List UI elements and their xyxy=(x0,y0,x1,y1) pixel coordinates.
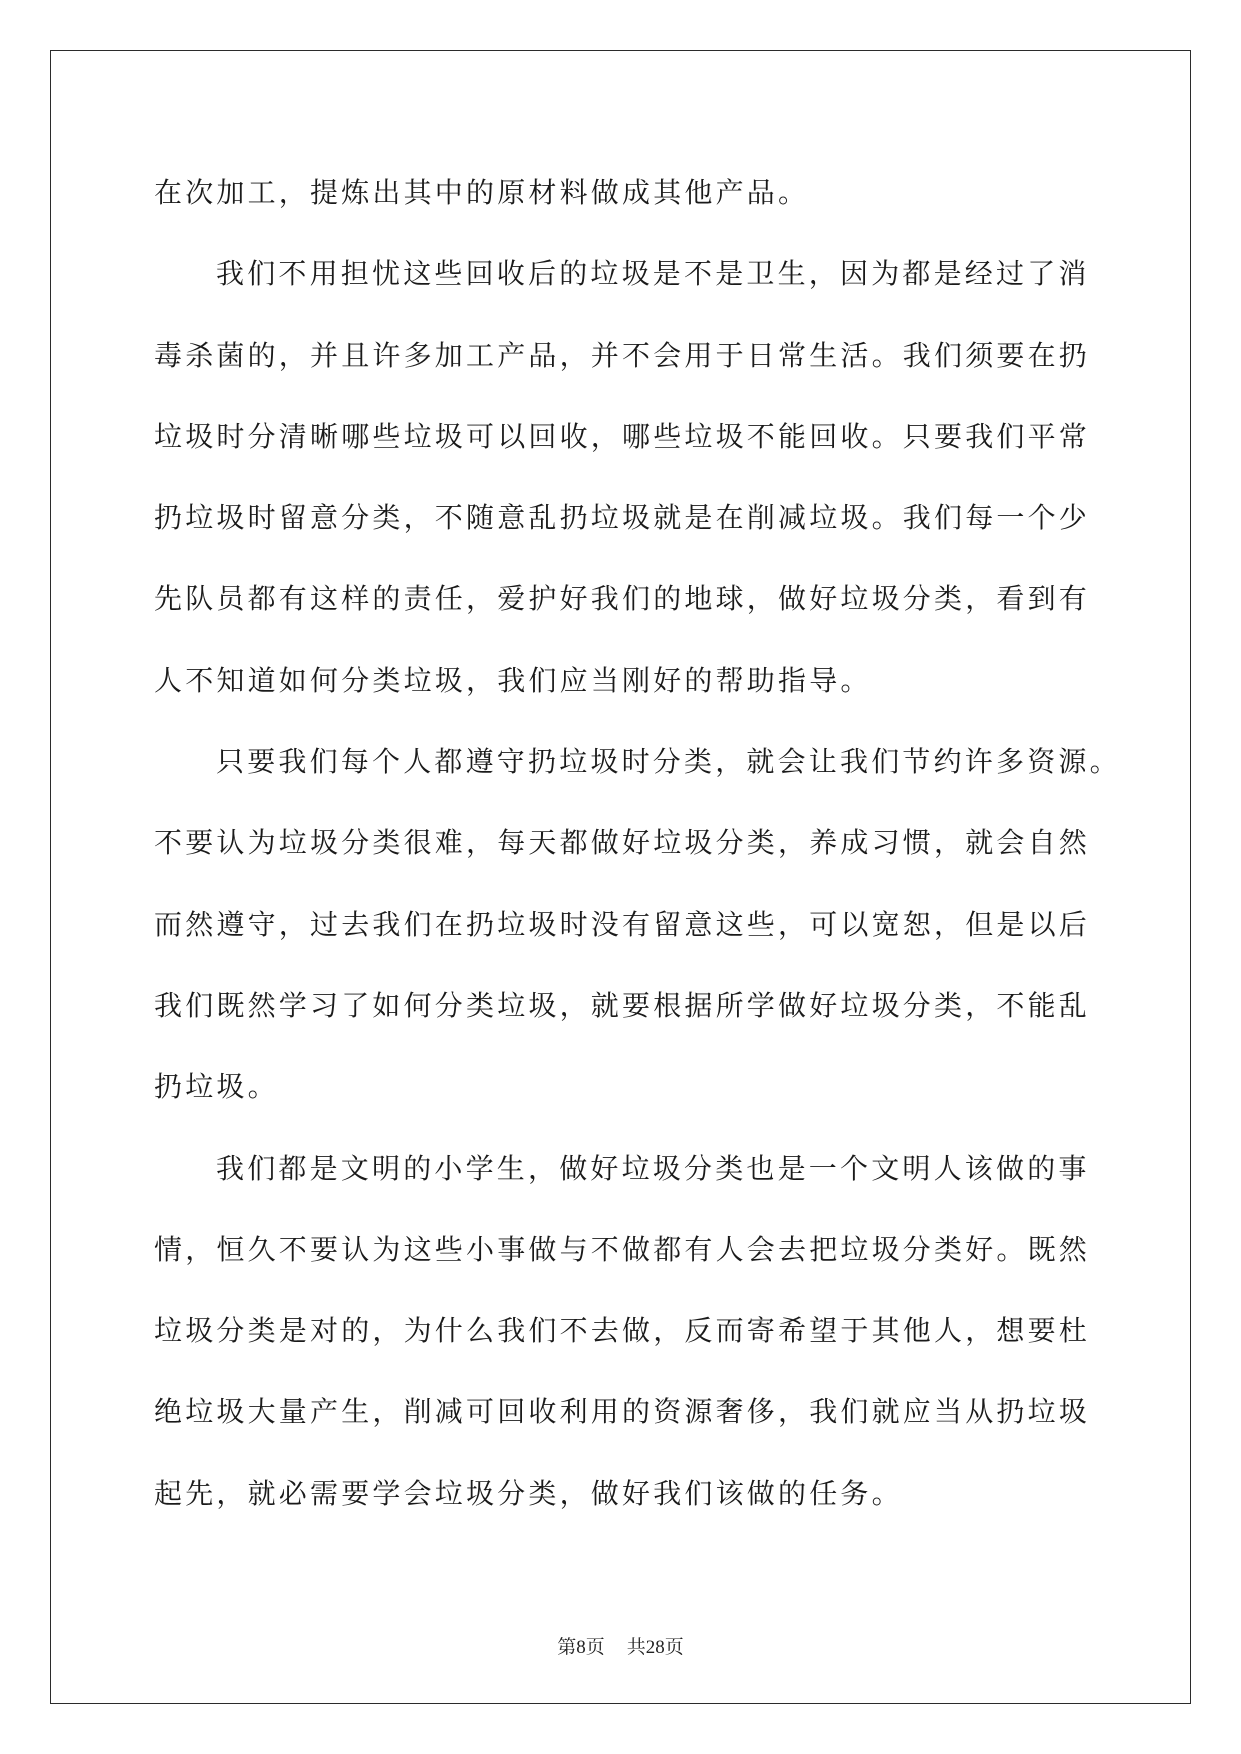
text-line: 而然遵守，过去我们在扔垃圾时没有留意这些，可以宽恕，但是以后 xyxy=(154,907,1091,941)
text-line: 我们不用担忧这些回收后的垃圾是不是卫生，因为都是经过了消 xyxy=(216,257,1090,291)
document-body xyxy=(154,152,1154,1534)
text-line: 扔垃圾时留意分类，不随意乱扔垃圾就是在削减垃圾。我们每一个少 xyxy=(154,501,1091,535)
text-line: 在次加工，提炼出其中的原材料做成其他产品。 xyxy=(154,176,810,209)
text-line: 先队员都有这样的责任，爱护好我们的地球，做好垃圾分类，看到有 xyxy=(154,582,1091,616)
text-line: 起先，就必需要学会垃圾分类，做好我们该做的任务。 xyxy=(154,1476,903,1510)
text-line: 毒杀菌的，并且许多加工产品，并不会用于日常生活。我们须要在扔 xyxy=(154,338,1091,372)
text-line: 情，恒久不要认为这些小事做与不做都有人会去把垃圾分类好。既然 xyxy=(154,1232,1091,1266)
text-line: 绝垃圾大量产生，削减可回收利用的资源奢侈，我们就应当从扔垃圾 xyxy=(154,1395,1091,1429)
text-line: 只要我们每个人都遵守扔垃圾时分类，就会让我们节约许多资源。 xyxy=(216,745,1121,779)
text-line: 扔垃圾。 xyxy=(154,1070,279,1104)
text-line: 我们都是文明的小学生，做好垃圾分类也是一个文明人该做的事 xyxy=(216,1151,1090,1185)
paragraph xyxy=(154,1128,1154,1534)
text-line: 垃圾时分清晰哪些垃圾可以回收，哪些垃圾不能回收。只要我们平常 xyxy=(154,419,1091,453)
text-line: 我们既然学习了如何分类垃圾，就要根据所学做好垃圾分类，不能乱 xyxy=(154,988,1091,1022)
page-number: 第8页 xyxy=(557,1637,605,1658)
paragraph xyxy=(154,233,1154,721)
text-line: 垃圾分类是对的，为什么我们不去做，反而寄希望于其他人，想要杜 xyxy=(154,1314,1091,1348)
text-line: 人不知道如何分类垃圾，我们应当刚好的帮助指导。 xyxy=(154,663,872,697)
text-line: 不要认为垃圾分类很难，每天都做好垃圾分类，养成习惯，就会自然 xyxy=(154,826,1091,860)
page-total: 共28页 xyxy=(626,1637,684,1658)
paragraph xyxy=(154,152,1154,233)
paragraph xyxy=(154,721,1154,1127)
page-footer xyxy=(0,1634,1241,1662)
